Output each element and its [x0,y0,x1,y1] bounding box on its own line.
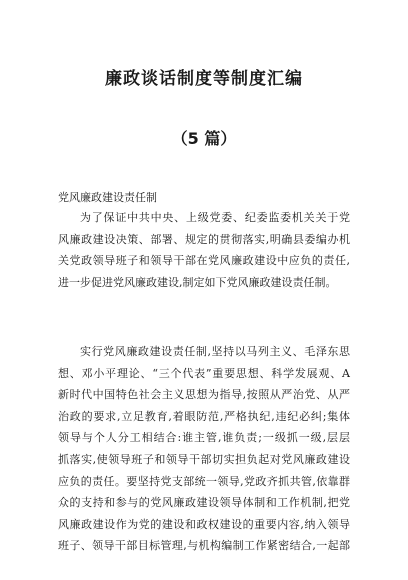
document-subtitle: （5 篇） [171,129,237,148]
paragraph-line: 风廉政建设作为党的建设和政权建设的重要内容,纳入领导 [58,517,350,531]
paragraph-line: 关党政领导班子和领导干部在党风廉政建设中应负的责任, [58,254,350,268]
body-paragraph [58,207,350,293]
paragraph-line: 领导与个人分工相结合:谁主管,谁负责;一级抓一级,层层 [58,431,350,445]
document-title: 廉政谈话制度等制度汇编 [105,69,303,89]
paragraph-line: 进一步促进党风廉政建设,制定如下党风廉政建设责任制。 [58,275,337,289]
section-heading: 党风廉政建设责任制 [58,191,157,204]
paragraph-line: 实行党风廉政建设责任制,坚持以马列主义、毛泽东思 [80,345,350,358]
body-paragraph [58,341,350,557]
paragraph-line: 众的支持和参与的党风廉政建设领导体制和工作机制,把党 [58,496,350,510]
paragraph-line: 班子、领导干部目标管理,与机构编制工作紧密结合,一起部 [58,539,350,553]
paragraph-line: 新时代中国特色社会主义思想为指导,按照从严治党、从严 [58,388,350,402]
paragraph-line: 治政的要求,立足教育,着眼防范,严格执纪,违纪必纠;集体 [58,409,350,423]
paragraph-line: 抓落实,使领导班子和领导干部切实担负起对党风廉政建设 [58,452,350,466]
paragraph-line: 应负的责任。要坚持党支部统一领导,党政齐抓共管,依靠群 [58,474,350,488]
paragraph-line: 想、邓小平理论、“三个代表”重要思想、科学发展观、A [58,366,350,380]
paragraph-line: 为了保证中共中央、上级党委、纪委监委机关关于党 [80,211,350,224]
paragraph-line: 风廉政建设决策、部署、规定的贯彻落实,明确县委编办机 [58,232,350,246]
